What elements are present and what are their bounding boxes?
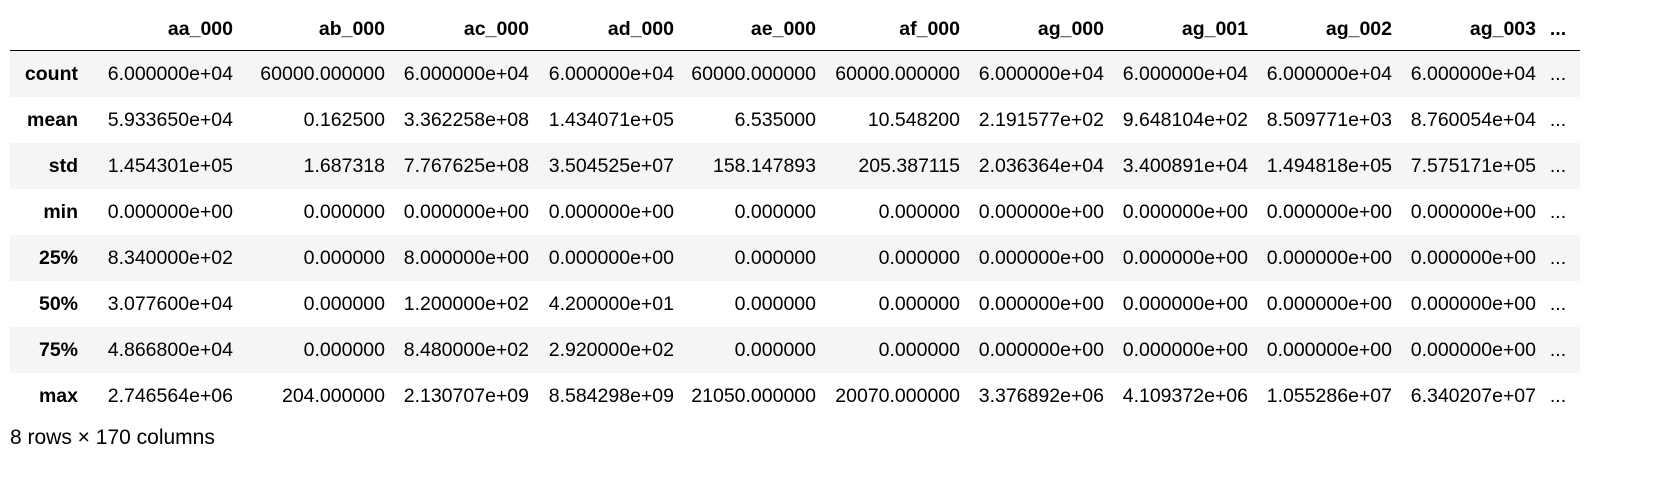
row-label: mean xyxy=(10,97,85,143)
table-cell: 0.000000 xyxy=(233,281,385,327)
table-cell: 0.000000 xyxy=(233,189,385,235)
table-row xyxy=(10,97,1580,143)
table-cell: 9.648104e+02 xyxy=(1104,97,1248,143)
table-cell: 0.000000e+00 xyxy=(1104,281,1248,327)
table-cell: 60000.000000 xyxy=(816,51,960,98)
table-cell: 6.340207e+07 xyxy=(1392,373,1536,419)
column-header: ag_001 xyxy=(1104,8,1248,51)
column-header: ae_000 xyxy=(674,8,816,51)
table-cell: 204.000000 xyxy=(233,373,385,419)
table-cell: 5.933650e+04 xyxy=(85,97,233,143)
table-cell: 0.000000e+00 xyxy=(1248,189,1392,235)
table-cell: 1.454301e+05 xyxy=(85,143,233,189)
table-cell: 3.504525e+07 xyxy=(529,143,674,189)
table-cell: 60000.000000 xyxy=(233,51,385,98)
column-header: ab_000 xyxy=(233,8,385,51)
cell-ellipsis: ... xyxy=(1536,143,1580,189)
cell-ellipsis: ... xyxy=(1536,97,1580,143)
header-row xyxy=(10,8,1580,51)
cell-ellipsis: ... xyxy=(1536,327,1580,373)
table-cell: 3.376892e+06 xyxy=(960,373,1104,419)
table-cell: 0.000000e+00 xyxy=(1104,235,1248,281)
table-cell: 2.746564e+06 xyxy=(85,373,233,419)
table-cell: 0.000000e+00 xyxy=(529,189,674,235)
table-cell: 8.000000e+00 xyxy=(385,235,529,281)
table-cell: 0.000000 xyxy=(816,189,960,235)
table-body xyxy=(10,51,1580,420)
table-cell: 0.000000 xyxy=(674,235,816,281)
table-cell: 0.000000e+00 xyxy=(1392,189,1536,235)
table-cell: 2.191577e+02 xyxy=(960,97,1104,143)
table-cell: 8.760054e+04 xyxy=(1392,97,1536,143)
table-cell: 0.000000e+00 xyxy=(385,189,529,235)
table-cell: 0.000000 xyxy=(816,281,960,327)
table-cell: 6.000000e+04 xyxy=(1104,51,1248,98)
table-cell: 3.400891e+04 xyxy=(1104,143,1248,189)
table-cell: 0.000000e+00 xyxy=(960,281,1104,327)
table-cell: 3.362258e+08 xyxy=(385,97,529,143)
table-cell: 8.480000e+02 xyxy=(385,327,529,373)
table-cell: 21050.000000 xyxy=(674,373,816,419)
table-cell: 1.687318 xyxy=(233,143,385,189)
table-cell: 6.000000e+04 xyxy=(1392,51,1536,98)
table-cell: 6.000000e+04 xyxy=(385,51,529,98)
table-cell: 0.000000 xyxy=(816,327,960,373)
table-cell: 0.000000e+00 xyxy=(1248,235,1392,281)
cell-ellipsis: ... xyxy=(1536,51,1580,98)
column-header: ag_003 xyxy=(1392,8,1536,51)
index-header xyxy=(10,8,85,51)
table-cell: 0.000000 xyxy=(674,281,816,327)
table-cell: 4.200000e+01 xyxy=(529,281,674,327)
table-cell: 1.200000e+02 xyxy=(385,281,529,327)
table-cell: 6.000000e+04 xyxy=(1248,51,1392,98)
cell-ellipsis: ... xyxy=(1536,189,1580,235)
table-cell: 4.866800e+04 xyxy=(85,327,233,373)
table-cell: 0.000000e+00 xyxy=(85,189,233,235)
table-header xyxy=(10,8,1580,51)
table-cell: 2.130707e+09 xyxy=(385,373,529,419)
table-cell: 1.055286e+07 xyxy=(1248,373,1392,419)
table-cell: 0.000000e+00 xyxy=(1392,281,1536,327)
row-label: min xyxy=(10,189,85,235)
table-cell: 0.000000e+00 xyxy=(960,235,1104,281)
table-cell: 6.000000e+04 xyxy=(529,51,674,98)
table-cell: 0.000000 xyxy=(674,189,816,235)
column-header: ag_000 xyxy=(960,8,1104,51)
row-label: 50% xyxy=(10,281,85,327)
table-cell: 7.575171e+05 xyxy=(1392,143,1536,189)
table-cell: 0.000000e+00 xyxy=(1248,327,1392,373)
table-row xyxy=(10,51,1580,98)
table-cell: 6.000000e+04 xyxy=(85,51,233,98)
row-label: 75% xyxy=(10,327,85,373)
table-row xyxy=(10,235,1580,281)
table-cell: 0.000000e+00 xyxy=(1248,281,1392,327)
table-cell: 60000.000000 xyxy=(674,51,816,98)
table-cell: 0.000000e+00 xyxy=(1104,327,1248,373)
row-label: max xyxy=(10,373,85,419)
table-cell: 0.000000 xyxy=(674,327,816,373)
row-label: std xyxy=(10,143,85,189)
row-label: 25% xyxy=(10,235,85,281)
table-cell: 6.535000 xyxy=(674,97,816,143)
column-header: af_000 xyxy=(816,8,960,51)
table-cell: 0.000000 xyxy=(816,235,960,281)
dataframe-table xyxy=(10,8,1580,419)
column-header: aa_000 xyxy=(85,8,233,51)
column-header: ag_002 xyxy=(1248,8,1392,51)
table-row xyxy=(10,189,1580,235)
table-cell: 8.584298e+09 xyxy=(529,373,674,419)
table-row xyxy=(10,281,1580,327)
table-cell: 1.434071e+05 xyxy=(529,97,674,143)
cell-ellipsis: ... xyxy=(1536,281,1580,327)
cell-ellipsis: ... xyxy=(1536,235,1580,281)
table-cell: 20070.000000 xyxy=(816,373,960,419)
table-cell: 205.387115 xyxy=(816,143,960,189)
table-row xyxy=(10,143,1580,189)
table-row xyxy=(10,373,1580,419)
table-cell: 6.000000e+04 xyxy=(960,51,1104,98)
table-cell: 0.162500 xyxy=(233,97,385,143)
table-cell: 8.509771e+03 xyxy=(1248,97,1392,143)
table-cell: 2.036364e+04 xyxy=(960,143,1104,189)
table-cell: 0.000000e+00 xyxy=(529,235,674,281)
column-ellipsis: ... xyxy=(1536,8,1580,51)
table-cell: 0.000000 xyxy=(233,327,385,373)
table-cell: 0.000000e+00 xyxy=(960,189,1104,235)
table-cell: 0.000000e+00 xyxy=(1392,235,1536,281)
dataframe-shape-footer: 8 rows × 170 columns xyxy=(10,426,215,449)
cell-ellipsis: ... xyxy=(1536,373,1580,419)
table-cell: 0.000000e+00 xyxy=(1104,189,1248,235)
column-header: ad_000 xyxy=(529,8,674,51)
table-cell: 0.000000 xyxy=(233,235,385,281)
table-cell: 0.000000e+00 xyxy=(960,327,1104,373)
table-cell: 8.340000e+02 xyxy=(85,235,233,281)
table-cell: 10.548200 xyxy=(816,97,960,143)
table-cell: 2.920000e+02 xyxy=(529,327,674,373)
table-cell: 7.767625e+08 xyxy=(385,143,529,189)
table-cell: 1.494818e+05 xyxy=(1248,143,1392,189)
table-cell: 158.147893 xyxy=(674,143,816,189)
table-cell: 3.077600e+04 xyxy=(85,281,233,327)
table-row xyxy=(10,327,1580,373)
table-cell: 4.109372e+06 xyxy=(1104,373,1248,419)
column-header: ac_000 xyxy=(385,8,529,51)
table-cell: 0.000000e+00 xyxy=(1392,327,1536,373)
row-label: count xyxy=(10,51,85,98)
